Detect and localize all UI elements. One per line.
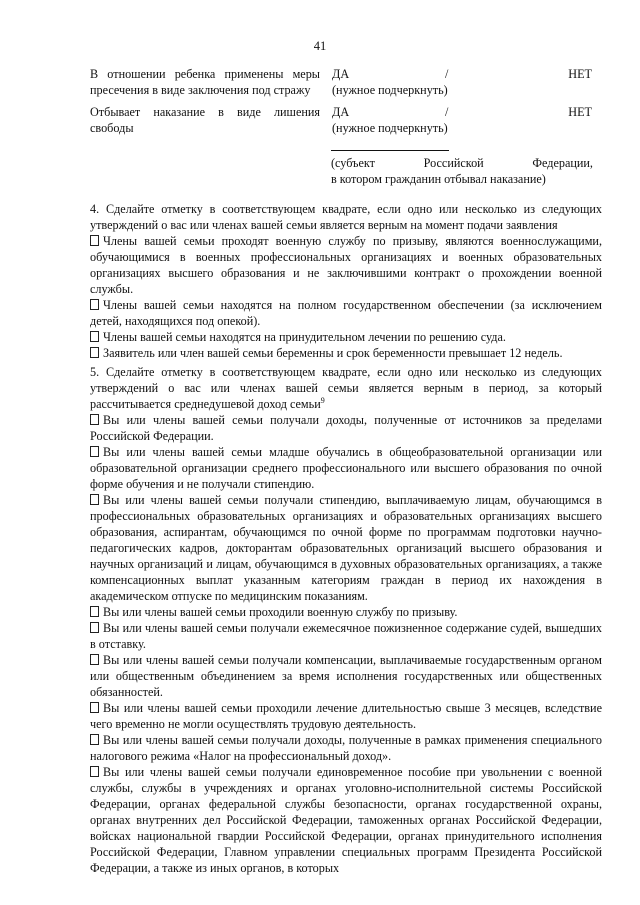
subject-word: Федерации, bbox=[532, 156, 593, 170]
checkbox-item bbox=[90, 620, 602, 652]
checkbox[interactable] bbox=[90, 606, 99, 617]
no-option[interactable]: НЕТ bbox=[568, 105, 592, 119]
no-option[interactable]: НЕТ bbox=[568, 67, 592, 81]
section-5-intro bbox=[90, 364, 602, 412]
table-row bbox=[90, 104, 602, 136]
checkbox-item bbox=[90, 297, 602, 329]
checkbox-item-text: Вы или члены вашей семьи получали доходы, полученные от источников за пределами Российской Федерации. bbox=[90, 413, 602, 443]
section-5 bbox=[90, 364, 602, 876]
checkbox-item bbox=[90, 604, 602, 620]
section-5-intro-text: 5. Сделайте отметку в соответствующем квадрате, если одно или несколько из следующих утверждений о вас или членах вашей семьи является верным в период, за который рассчитывается среднедушевой доход семьи bbox=[90, 365, 602, 411]
checkbox-item-text: Вы или члены вашей семьи получали стипендию, выплачиваемую лицам, обучающимся в профессиональных образовательных организациях и образовательных организациях высшего образования, аспирантам, обучающимся по очной форме по программам подготовки научно-педагогических кадров, докторантам образовательных организаций высшего образования и научных организаций и лицам, обучающимся в духовных образовательных организациях, а также компенсационных выплат указанным категориям граждан в период их нахождения в академическом отпуске по медицинским показаниям. bbox=[90, 493, 602, 603]
checkbox-item bbox=[90, 345, 602, 361]
checkbox[interactable] bbox=[90, 299, 99, 310]
checkbox[interactable] bbox=[90, 494, 99, 505]
status-table bbox=[90, 66, 602, 142]
checkbox-item bbox=[90, 492, 602, 604]
checkbox[interactable] bbox=[90, 654, 99, 665]
checkbox-item bbox=[90, 700, 602, 732]
underline-note: (нужное подчеркнуть) bbox=[332, 121, 448, 135]
section-4 bbox=[90, 201, 602, 361]
checkbox-item-text: Вы или члены вашей семьи получали компенсации, выплачиваемые государственным органом или общественным объединением за время исполнения государственных или общественных обязанностей. bbox=[90, 653, 602, 699]
checkbox-item bbox=[90, 412, 602, 444]
footnote-marker[interactable]: 9 bbox=[320, 395, 325, 405]
checkbox[interactable] bbox=[90, 331, 99, 342]
checkbox-item-text: Члены вашей семьи находятся на принудительном лечении по решению суда. bbox=[103, 330, 506, 344]
checkbox-item-text: Вы или члены вашей семьи проходили лечение длительностью свыше 3 месяцев, вследствие чего временно не могли осуществлять трудовую деятельность. bbox=[90, 701, 602, 731]
yes-label: ДА bbox=[332, 67, 350, 81]
subject-caption-line2: в котором гражданин отбывал наказание) bbox=[331, 172, 546, 186]
slash-separator: / bbox=[445, 105, 449, 119]
table-row bbox=[90, 66, 602, 98]
subject-field bbox=[331, 150, 593, 187]
checkbox-item-text: Вы или члены вашей семьи получали доходы, полученные в рамках применения специального налогового режима «Налог на профессиональный доход». bbox=[90, 733, 602, 763]
checkbox[interactable] bbox=[90, 766, 99, 777]
slash-separator: / bbox=[445, 67, 449, 81]
yes-option[interactable] bbox=[320, 66, 567, 98]
checkbox[interactable] bbox=[90, 446, 99, 457]
row-label: Отбывает наказание в виде лишения свободы bbox=[90, 105, 320, 135]
subject-word: Российской bbox=[423, 156, 484, 170]
checkbox-item-text: Вы или члены вашей семьи получали ежемесячное пожизненное содержание судей, вышедших в отставку. bbox=[90, 621, 602, 651]
checkbox[interactable] bbox=[90, 414, 99, 425]
checkbox[interactable] bbox=[90, 235, 99, 246]
subject-word: (субъект bbox=[331, 156, 375, 170]
checkbox-item-text: Вы или члены вашей семьи проходили военную службу по призыву. bbox=[103, 605, 458, 619]
checkbox-item-text: Члены вашей семьи находятся на полном государственном обеспечении (за исключением детей, находящихся под опекой). bbox=[90, 298, 602, 328]
checkbox-item bbox=[90, 652, 602, 700]
yes-option[interactable] bbox=[320, 104, 567, 136]
page-number: 41 bbox=[313, 39, 327, 53]
checkbox[interactable] bbox=[90, 734, 99, 745]
checkbox-item bbox=[90, 764, 602, 876]
checkbox[interactable] bbox=[90, 622, 99, 633]
row-label: В отношении ребенка применены меры пресечения в виде заключения под стражу bbox=[90, 67, 320, 97]
yes-label: ДА bbox=[332, 105, 350, 119]
checkbox[interactable] bbox=[90, 702, 99, 713]
checkbox-item-text: Члены вашей семьи проходят военную службу по призыву, являются военнослужащими, обучающимися в военных профессиональных организациях и военных образовательных организациях высшего образования и не заключившими контракт о прохождении военной службы. bbox=[90, 234, 602, 296]
checkbox-item-text: Заявитель или член вашей семьи беременны и срок беременности превышает 12 недель. bbox=[103, 346, 563, 360]
checkbox-item-text: Вы или члены вашей семьи получали единовременное пособие при увольнении с военной службы, службы в учреждениях и органах уголовно-исполнительной системы Российской Федерации, органах федеральной службы безопасности, органах государственной охраны, органах внутренних дел Российской Федерации, таможенных органах Российской Федерации, войсках национальной гвардии Российской Федерации, органах принудительного исполнения Российской Федерации, Главном управлении специальных программ Президента Российской Федерации, а также из иных органов, в которых bbox=[90, 765, 602, 875]
section-4-intro: 4. Сделайте отметку в соответствующем квадрате, если одно или несколько из следующих утверждений о вас или членах вашей семьи является верным на момент подачи заявления bbox=[90, 202, 602, 232]
checkbox[interactable] bbox=[90, 347, 99, 358]
checkbox-item bbox=[90, 233, 602, 297]
subject-caption-line1 bbox=[331, 155, 593, 171]
checkbox-item-text: Вы или члены вашей семьи младше обучались в общеобразовательной организации или образовательной организации среднего профессионального или высшего образования по очной форме обучения и не получали стипендию. bbox=[90, 445, 602, 491]
checkbox-item bbox=[90, 732, 602, 764]
underline-note: (нужное подчеркнуть) bbox=[332, 83, 448, 97]
checkbox-item bbox=[90, 444, 602, 492]
checkbox-item bbox=[90, 329, 602, 345]
